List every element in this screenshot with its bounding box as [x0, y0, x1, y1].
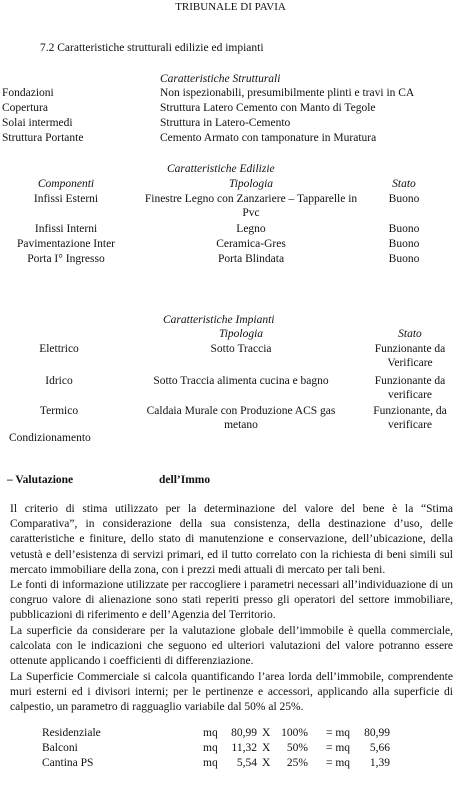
- edilizie-stato-1: Buono: [388, 223, 420, 235]
- edilizie-comp-0: Infissi Esterni: [33, 193, 99, 205]
- superficie-result: 5,66: [369, 742, 390, 754]
- superficie-eq: = mq: [326, 727, 351, 739]
- superficie-eq: = mq: [326, 757, 351, 769]
- superficie-result: 80,99: [364, 727, 390, 739]
- valutazione-paragraph-1: Il criterio di stima utilizzato per la determinazione del valore del bene è la “Stima Comparativa”, in considerazione della sua consistenza, della destinazione d’uso, delle caratteristiche e finiture, dello stato di manutenzione e conservazione, dell’ubicazione, della vetustà e dell’esistenza di servizi primari, ed il tutto correlato con la richiesta di beni simili sul mercato immobiliare della zona, con i prezzi medi attuali di mercato per tali beni.: [10, 503, 453, 576]
- superficie-pct: 25%: [286, 757, 308, 769]
- impianti-name-1: Idrico: [45, 375, 73, 387]
- edilizie-header-tipologia: Tipologia: [228, 178, 274, 190]
- strutturali-label-struttura: Struttura Portante: [2, 132, 84, 144]
- strutturali-value-solai: Struttura in Latero-Cemento: [160, 117, 291, 129]
- impianti-title: Caratteristiche Impianti: [163, 314, 275, 326]
- edilizie-tipo-2: Ceramica-Gres: [216, 238, 286, 250]
- superficie-label: Residenziale: [42, 727, 101, 739]
- impianti-header-stato: Stato: [398, 328, 422, 340]
- edilizie-comp-3: Porta I° Ingresso: [27, 253, 105, 265]
- strutturali-label-fondazioni: Fondazioni: [2, 87, 54, 99]
- impianti-header-tipologia: Tipologia: [218, 328, 264, 340]
- strutturali-title: Caratteristiche Strutturali: [160, 73, 281, 85]
- superficie-x: X: [262, 757, 271, 769]
- impianti-stato-0: Funzionante da Verificare: [374, 343, 446, 370]
- superficie-area: 80,99: [231, 727, 257, 739]
- superficie-unit: mq: [203, 742, 218, 754]
- edilizie-stato-3: Buono: [388, 253, 420, 265]
- strutturali-value-fondazioni: Non ispezionabili, presumibilmente plinti e travi in CA: [160, 87, 415, 99]
- superficie-pct: 50%: [286, 742, 308, 754]
- valutazione-heading-right: dell’Immo: [159, 474, 211, 486]
- edilizie-tipo-3: Porta Blindata: [217, 253, 285, 265]
- strutturali-label-solai: Solai intermedi: [2, 117, 73, 129]
- impianti-stato-2: Funzionante, da verificare: [373, 405, 447, 432]
- valutazione-paragraph-3: La superficie da considerare per la valutazione globale dell’immobile è quella commerciale, calcolata con le indicazioni che seguono ed ulteriori valutazioni del valore potranno essere ottenute applicando i coefficienti di differenziazione.: [10, 625, 453, 668]
- superficie-result: 1,39: [369, 757, 390, 769]
- edilizie-stato-2: Buono: [388, 238, 420, 250]
- impianti-name-2: Termico: [39, 405, 79, 417]
- section-title: 7.2 Caratteristiche strutturali edilizie ed impianti: [40, 42, 264, 54]
- edilizie-header-componenti: Componenti: [37, 178, 95, 190]
- superficie-area: 5,54: [236, 757, 257, 769]
- superficie-unit: mq: [203, 727, 218, 739]
- strutturali-value-struttura: Cemento Armato con tamponature in Muratura: [160, 132, 377, 144]
- valutazione-heading-left: – Valutazione: [7, 474, 74, 486]
- edilizie-tipo-0: Finestre Legno con Zanzariere – Tapparelle in Pvc: [144, 193, 358, 220]
- valutazione-paragraph-2: Le fonti di informazione utilizzate per raccogliere i parametri necessari all’individuazione di un congruo valore di alienazione sono stati reperiti presso gli operatori del settore immobiliare, pubblicazioni di riferimento e dell’Agenzia del Territorio.: [10, 579, 453, 622]
- valutazione-paragraph-4: La Superficie Commerciale si calcola quantificando l’area lorda dell’immobile, comprendente muri esterni ed i divisori interni; per le pertinenze e accessori, applicando alla superficie di calpestio, un parametro di ragguaglio variabile dal 50% al 25%.: [10, 671, 453, 714]
- impianti-tipo-2: Caldaia Murale con Produzione ACS gas metano: [146, 405, 336, 432]
- edilizie-header-stato: Stato: [392, 178, 416, 190]
- superficie-area: 11,32: [231, 742, 257, 754]
- edilizie-stato-0: Buono: [388, 193, 420, 205]
- edilizie-title: Caratteristiche Edilizie: [167, 163, 275, 175]
- superficie-label: Balconi: [42, 742, 78, 754]
- impianti-name-0: Elettrico: [39, 343, 79, 355]
- superficie-x: X: [262, 727, 271, 739]
- edilizie-tipo-1: Legno: [236, 223, 266, 235]
- superficie-unit: mq: [203, 757, 218, 769]
- strutturali-value-copertura: Struttura Latero Cemento con Manto di Tegole: [160, 102, 376, 114]
- superficie-label: Cantina PS: [42, 757, 94, 769]
- impianti-stato-1: Funzionante da verificare: [374, 375, 446, 402]
- page-header: TRIBUNALE DI PAVIA: [175, 1, 286, 13]
- superficie-eq: = mq: [326, 742, 351, 754]
- edilizie-comp-2: Pavimentazione Inter: [16, 238, 116, 250]
- strutturali-label-copertura: Copertura: [2, 102, 48, 114]
- impianti-tipo-0: Sotto Traccia: [210, 343, 272, 355]
- impianti-tipo-1: Sotto Traccia alimenta cucina e bagno: [153, 375, 329, 387]
- superficie-pct: 100%: [281, 727, 308, 739]
- impianti-name-3: Condizionamento: [9, 432, 91, 444]
- superficie-x: X: [262, 742, 271, 754]
- edilizie-comp-1: Infissi Interni: [34, 223, 98, 235]
